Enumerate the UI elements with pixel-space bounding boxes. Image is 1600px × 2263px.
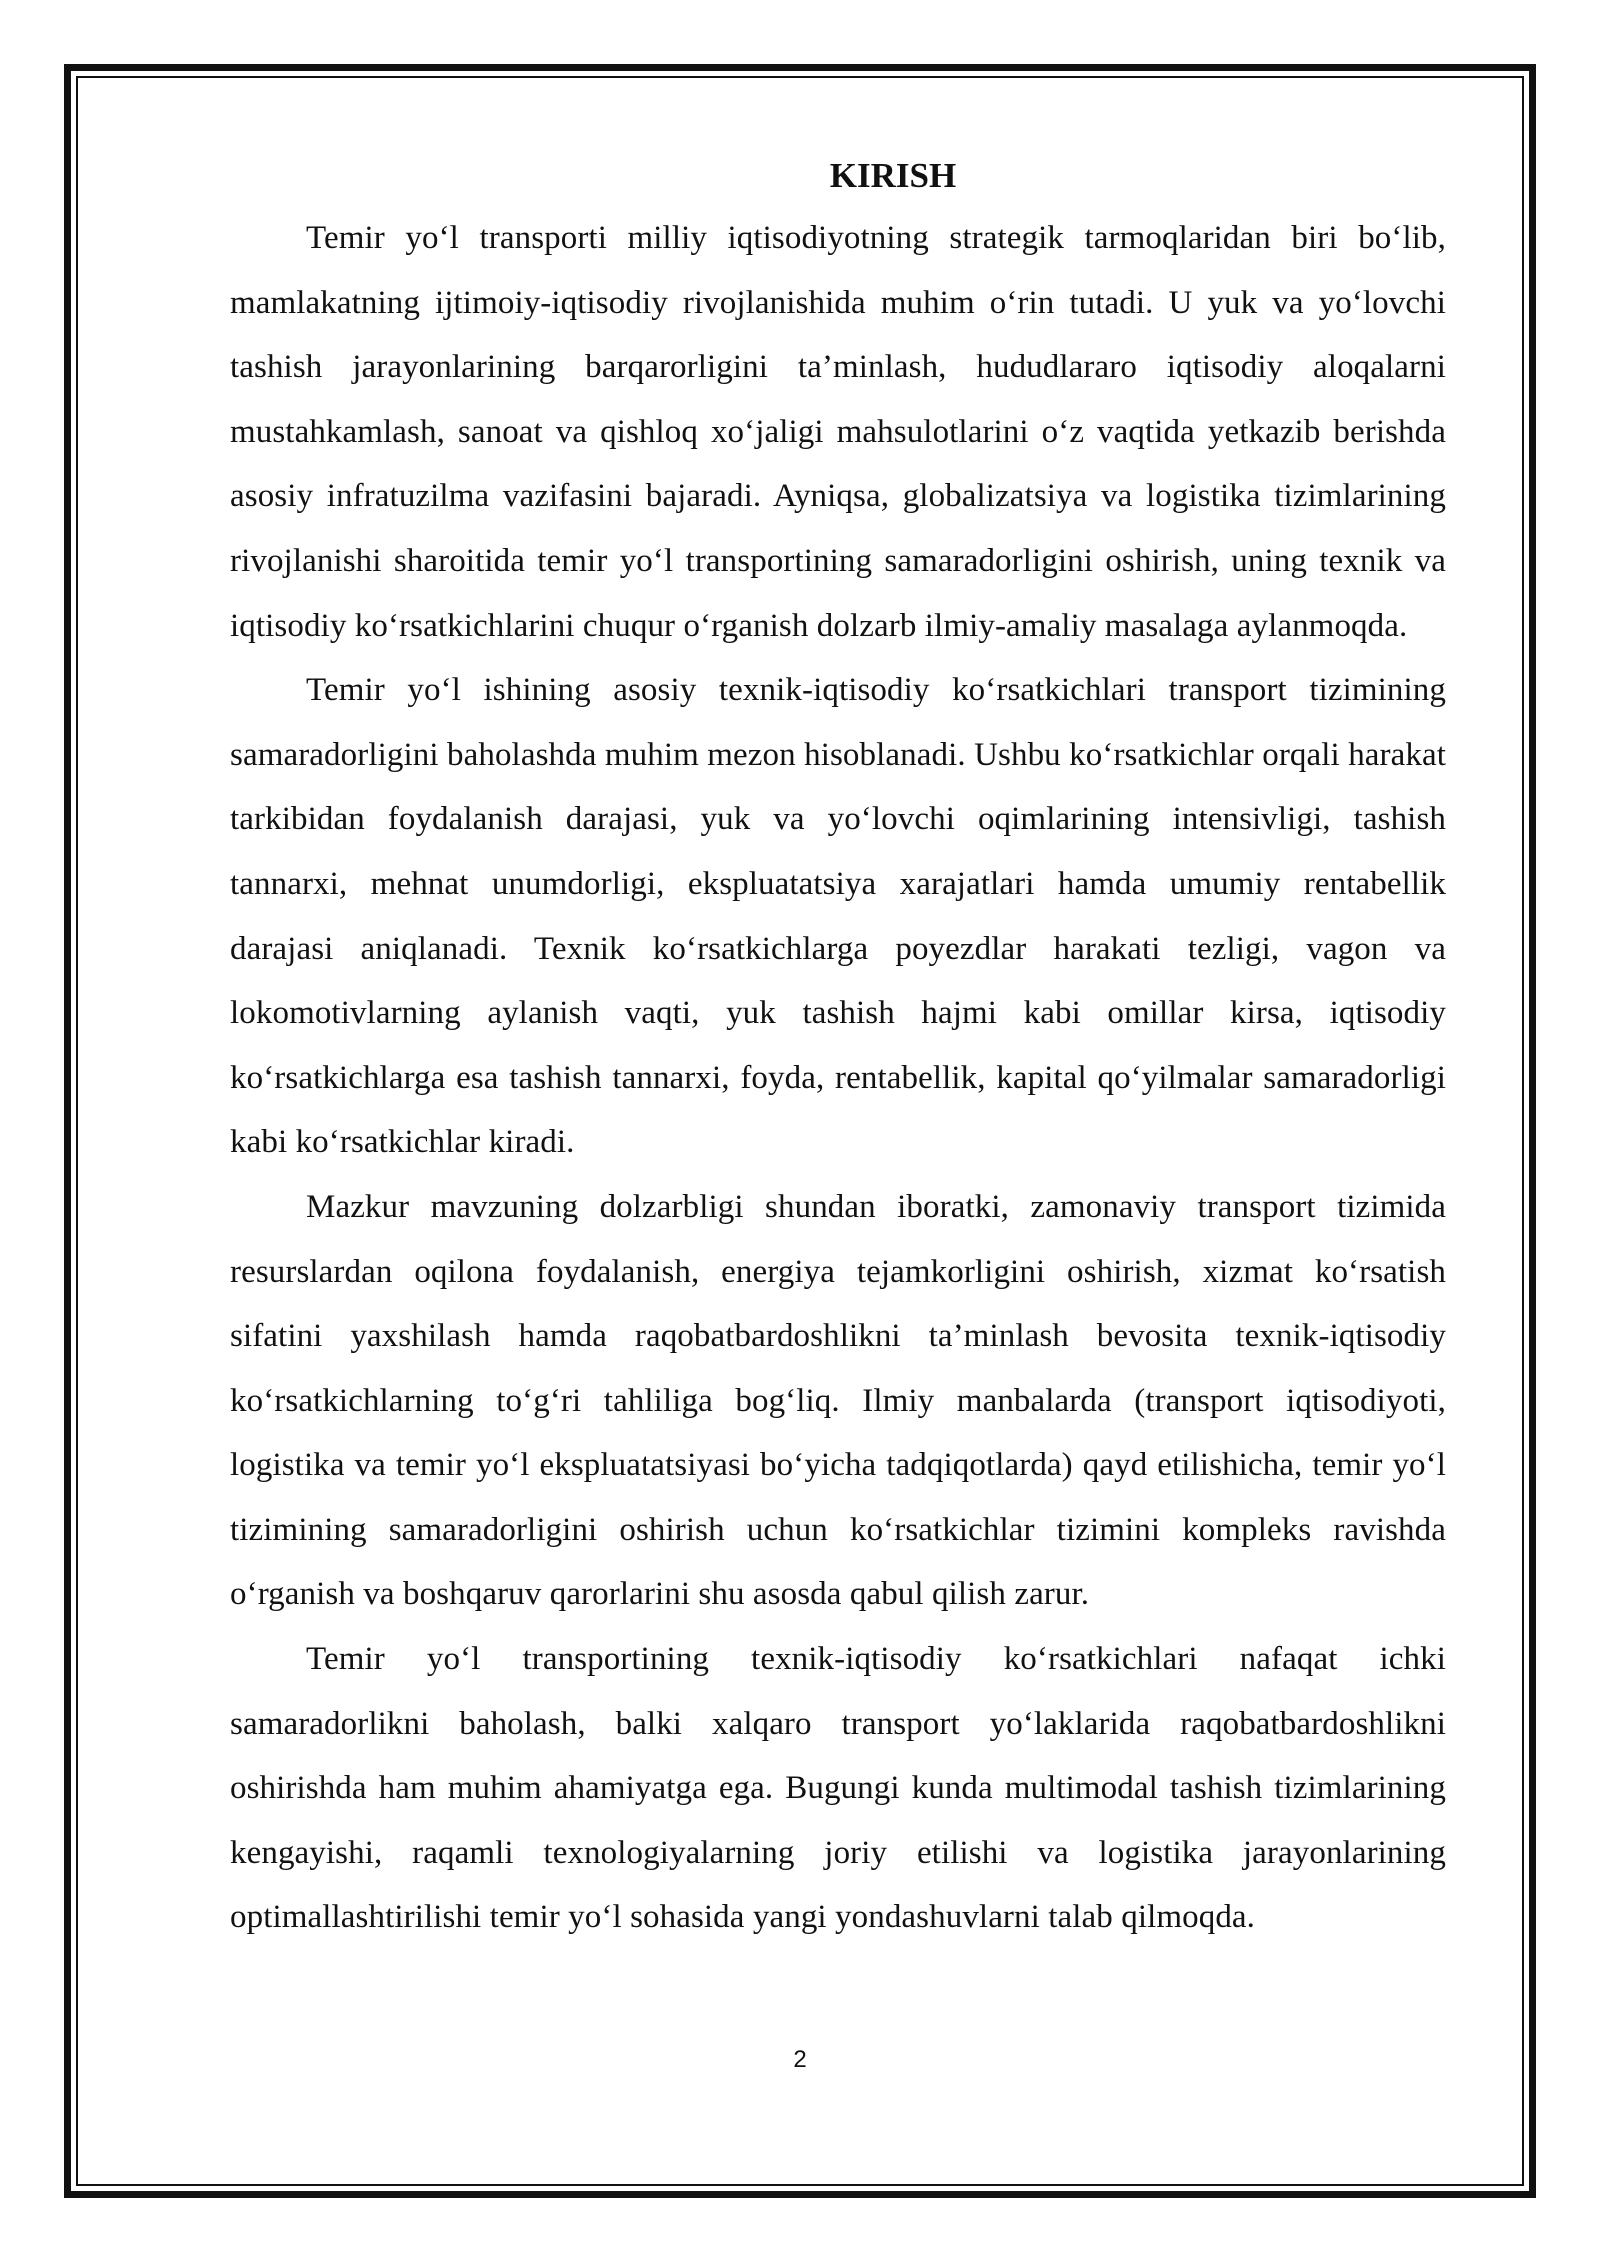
page-number: 2 (793, 2046, 807, 2073)
page-content (230, 146, 1446, 1950)
paragraph-3: Mazkur mavzuning dolzarbligi shundan iboratki, zamonaviy transport tizimida resurslardan oqilona foydalanish, energiya tejamkorligini oshirish, xizmat ko‘rsatish sifatini yaxshilash hamda raqobatbardoshlikni ta’minlash bevosita texnik-iqtisodiy ko‘rsatkichlarning to‘g‘ri tahliliga bog‘liq. Ilmiy manbalarda (transport iqtisodiyoti, logistika va temir yo‘l ekspluatatsiyasi bo‘yicha tadqiqotlarda) qayd etilishicha, temir yo‘l tizimining samaradorligini oshirish uchun ko‘rsatkichlar tizimini kompleks ravishda o‘rganish va boshqaruv qarorlarini shu asosda qabul qilish zarur. (230, 1188, 1446, 1613)
paragraph-1: Temir yo‘l transporti milliy iqtisodiyotning strategik tarmoqlaridan biri bo‘lib, mamlakatning ijtimoiy-iqtisodiy rivojlanishida muhim o‘rin tutadi. U yuk va yo‘lovchi tashish jarayonlarining barqarorligini ta’minlash, hududlararo iqtisodiy aloqalarni mustahkamlash, sanoat va qishloq xo‘jaligi mahsulotlarini o‘z vaqtida yetkazib berishda asosiy infratuzilma vazifasini bajaradi. Ayniqsa, globalizatsiya va logistika tizimlarining rivojlanishi sharoitida temir yo‘l transportining samaradorligini oshirish, uning texnik va iqtisodiy ko‘rsatkichlarini chuqur o‘rganish dolzarb ilmiy-amaliy masalaga aylanmoqda. (230, 220, 1446, 644)
section-heading: KIRISH (829, 156, 957, 195)
paragraph-2: Temir yo‘l ishining asosiy texnik-iqtisodiy ko‘rsatkichlari transport tizimining samaradorligini baholashda muhim mezon hisoblanadi. Ushbu ko‘rsatkichlar orqali harakat tarkibidan foydalanish darajasi, yuk va yo‘lovchi oqimlarining intensivligi, tashish tannarxi, mehnat unumdorligi, ekspluatatsiya xarajatlari hamda umumiy rentabellik darajasi aniqlanadi. Texnik ko‘rsatkichlarga poyezdlar harakati tezligi, vagon va lokomotivlarning aylanish vaqti, yuk tashish hajmi kabi omillar kirsa, iqtisodiy ko‘rsatkichlarga esa tashish tannarxi, foyda, rentabellik, kapital qo‘yilmalar samaradorligi kabi ko‘rsatkichlar kiradi. (230, 672, 1446, 1161)
paragraph-4: Temir yo‘l transportining texnik-iqtisodiy ko‘rsatkichlari nafaqat ichki samaradorlikni baholash, balki xalqaro transport yo‘laklarida raqobatbardoshlikni oshirishda ham muhim ahamiyatga ega. Bugungi kunda multimodal tashish tizimlarining kengayishi, raqamli texnologiyalarning joriy etilishi va logistika jarayonlarining optimallashtirilishi temir yo‘l sohasida yangi yondashuvlarni talab qilmoqda. (230, 1641, 1446, 1936)
